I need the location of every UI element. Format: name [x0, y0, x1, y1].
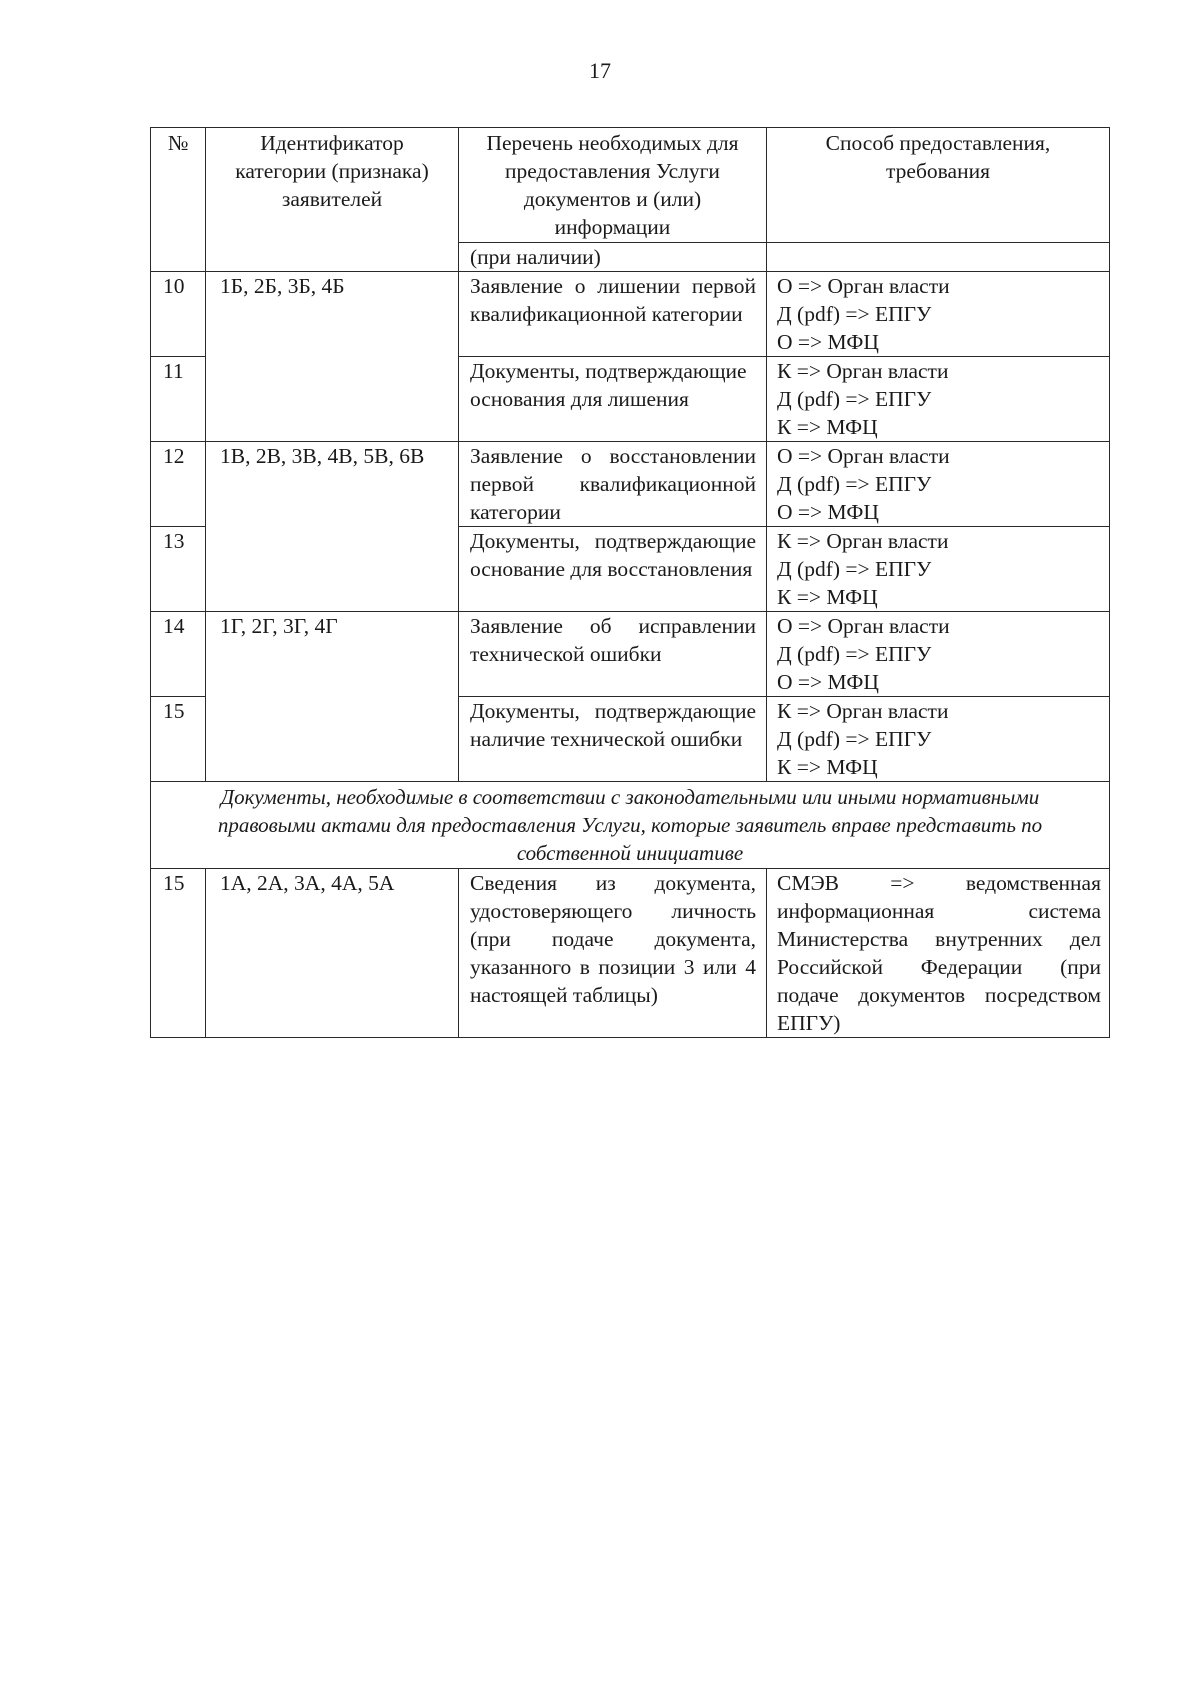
- method-line: О => МФЦ: [777, 500, 879, 524]
- method-line: Д (pdf) => ЕПГУ: [777, 557, 932, 581]
- header-number-cont: [151, 243, 206, 272]
- row-number: 10: [151, 272, 206, 357]
- method-line: Д (pdf) => ЕПГУ: [777, 302, 932, 326]
- category-identifier: 1А, 2А, 3А, 4А, 5А: [206, 869, 459, 1038]
- header-method: Способ предоставления, требования: [767, 128, 1110, 243]
- method-line: Д (pdf) => ЕПГУ: [777, 472, 932, 496]
- method-line: О => Орган власти: [777, 444, 950, 468]
- category-identifier: 1Б, 2Б, 3Б, 4Б: [206, 272, 459, 442]
- table-row: [151, 869, 1110, 1038]
- table-row: [151, 272, 1110, 357]
- table-row: [151, 612, 1110, 697]
- row-number: 11: [151, 357, 206, 442]
- delivery-methods: [767, 357, 1110, 442]
- header-documents-cont: (при наличии): [459, 243, 767, 272]
- method-line: К => Орган власти: [777, 359, 949, 383]
- documents-table: [150, 127, 1110, 1038]
- method-line: К => МФЦ: [777, 755, 878, 779]
- method-line: О => Орган власти: [777, 274, 950, 298]
- delivery-methods: [767, 442, 1110, 527]
- document-name: Документы, подтверждающие основание для восстановления: [459, 527, 767, 612]
- table-row: [151, 442, 1110, 527]
- category-identifier: 1Г, 2Г, 3Г, 4Г: [206, 612, 459, 782]
- row-number: 12: [151, 442, 206, 527]
- row-number: 15: [151, 869, 206, 1038]
- section-note-row: [151, 782, 1110, 869]
- section-note: Документы, необходимые в соответствии с законодательными или иными нормативными правовыми актами для предоставления Услуги, которые заявитель вправе представить по собственной инициативе: [151, 782, 1110, 869]
- row-number: 13: [151, 527, 206, 612]
- method-line: О => МФЦ: [777, 330, 879, 354]
- method-line: К => МФЦ: [777, 415, 878, 439]
- method-line: К => Орган власти: [777, 699, 949, 723]
- category-identifier: 1В, 2В, 3В, 4В, 5В, 6В: [206, 442, 459, 612]
- header-category-cont: [206, 243, 459, 272]
- method-line: Д (pdf) => ЕПГУ: [777, 387, 932, 411]
- delivery-methods: [767, 272, 1110, 357]
- document-name: Сведения из документа, удостоверяющего личность (при подаче документа, указанного в позиции 3 или 4 настоящей таблицы): [459, 869, 767, 1038]
- header-number: №: [151, 128, 206, 243]
- document-name: Заявление о лишении первой квалификационной категории: [459, 272, 767, 357]
- delivery-methods: [767, 612, 1110, 697]
- page-number: 17: [589, 58, 611, 83]
- method-line: К => Орган власти: [777, 529, 949, 553]
- method-line: О => МФЦ: [777, 670, 879, 694]
- delivery-methods: СМЭВ => ведомственная информационная система Министерства внутренних дел Российской Федерации (при подаче документов посредством ЕПГУ): [767, 869, 1110, 1038]
- document-name: Документы, подтверждающие основания для лишения: [459, 357, 767, 442]
- header-method-cont: [767, 243, 1110, 272]
- document-name: Документы, подтверждающие наличие технической ошибки: [459, 697, 767, 782]
- delivery-methods: [767, 697, 1110, 782]
- header-documents: Перечень необходимых для предоставления Услуги документов и (или) информации: [459, 128, 767, 243]
- row-number: 14: [151, 612, 206, 697]
- row-number: 15: [151, 697, 206, 782]
- method-line: Д (pdf) => ЕПГУ: [777, 727, 932, 751]
- delivery-methods: [767, 527, 1110, 612]
- document-name: Заявление об исправлении технической ошибки: [459, 612, 767, 697]
- method-line: Д (pdf) => ЕПГУ: [777, 642, 932, 666]
- document-name: Заявление о восстановлении первой квалификационной категории: [459, 442, 767, 527]
- method-line: О => Орган власти: [777, 614, 950, 638]
- table-header-row: [151, 128, 1110, 243]
- header-category: Идентификатор категории (признака) заявителей: [206, 128, 459, 243]
- method-line: К => МФЦ: [777, 585, 878, 609]
- table-header-continuation-row: [151, 243, 1110, 272]
